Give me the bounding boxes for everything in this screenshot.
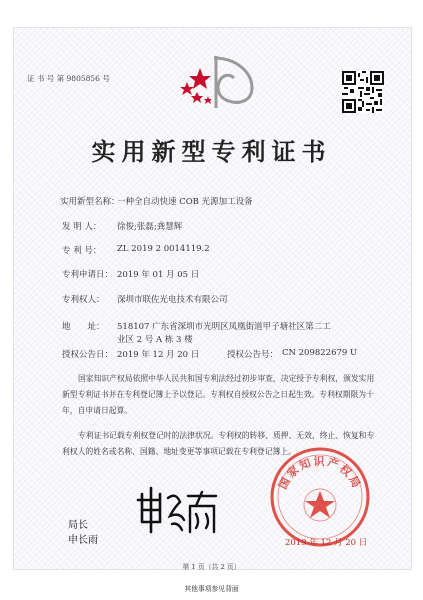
patent-office-logo-icon — [170, 48, 260, 114]
signature-image — [130, 486, 220, 538]
address-line-1: 518107 广东省深圳市光明区凤凰街道甲子塘社区第二工 — [117, 322, 331, 332]
certificate-title: 实用新型专利证书 — [91, 137, 332, 166]
address-line-2: 业区 2 号 A 栋 3 楼 — [117, 335, 193, 345]
qr-code-icon — [342, 71, 384, 113]
patentee-label: 专利权人： — [62, 295, 105, 305]
announcement-number-label: 授权公告号： — [227, 350, 279, 360]
legal-status-paragraph: 专利证书记载专利权登记时的法律状况。专利权的转移、质押、无效、终止、恢复和专利权人的姓名或名称、国籍、地址变更等事项记载在专利登记簿上。 — [62, 431, 375, 456]
utility-model-name-label: 实用新型名称： — [60, 197, 120, 207]
filing-date-value: 2019 年 01 月 05 日 — [117, 270, 200, 280]
utility-model-name-value: 一种全自动快速 COB 光源加工设备 — [117, 197, 253, 207]
filing-date-label: 专利申请日： — [62, 270, 114, 280]
grant-date-label: 授权公告日： — [62, 350, 114, 360]
inventor-label: 发 明 人： — [62, 222, 102, 232]
official-seal-icon — [268, 445, 372, 549]
announcement-number-value: CN 209822679 U — [282, 348, 358, 358]
patent-number-label: 专 利 号： — [62, 246, 102, 256]
seal-text: 国家知识产权局 — [276, 455, 364, 492]
back-note: 其他事项参见背面 — [184, 585, 239, 593]
director-name-label: 申长雨 — [68, 535, 98, 546]
address-label: 地 址： — [62, 322, 105, 332]
patentee-value: 深圳市联佐光电技术有限公司 — [117, 295, 228, 305]
patent-number-value: ZL 2019 2 0014119.2 — [117, 244, 210, 254]
inventor-value: 徐俊;张磊;龚慧辉 — [117, 222, 183, 232]
certificate-number: 证 书 号 第 9805856 号 — [27, 74, 110, 83]
page-info: 第 1 页（共 2 页） — [182, 563, 241, 571]
director-title-label: 局长 — [68, 520, 88, 531]
seal-date: 2019 年 12 月 20 日 — [285, 538, 368, 548]
grant-date-value: 2019 年 12 月 20 日 — [117, 350, 200, 360]
grant-statement-paragraph: 国家知识产权局依照中华人民共和国专利法经过初步审查，决定授予专利权，颁发实用新型专利证书并在专利登记簿上予以登记。专利权自授权公告之日起生效。专利权期限为十年，自申请日起算。 — [62, 374, 375, 415]
